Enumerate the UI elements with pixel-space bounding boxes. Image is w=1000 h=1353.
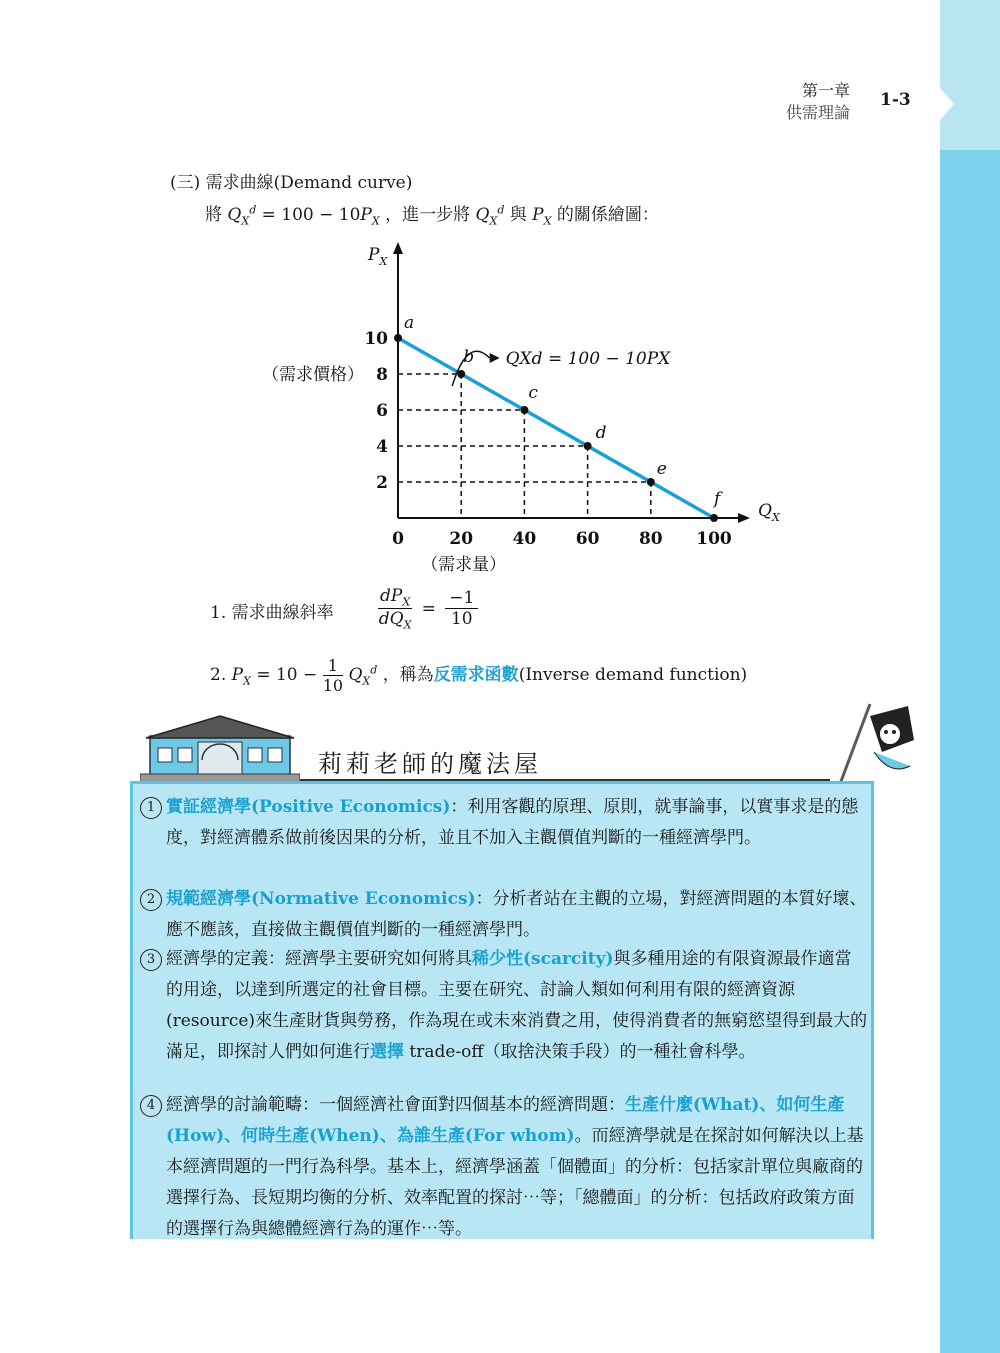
y-tick-label: 4 [376,437,388,457]
y-tick-label: 10 [364,329,388,349]
magic-paragraph-2: 2 規範經濟學(Normative Economics)：分析者站在主觀的立場，對經濟問題的本質好壞、應不應該，直接做主觀價值判斷的一種經濟學門。 [140,884,868,946]
x-axis-label: $Q_X$ [758,501,780,524]
x-axis-annotation: （需求量） [421,555,507,575]
point-d [584,442,592,450]
y-tick-label: 2 [376,473,388,493]
section-heading: (三) 需求曲線(Demand curve) [170,173,413,193]
magic-paragraph-1: 1 實証經濟學(Positive Economics)：利用客觀的原理、原則，就事論事，以實事求是的態度，對經濟體系做前後因果的分析，並且不加入主觀價值判斷的一種經濟學門。 [140,792,868,854]
y-axis-label: $P_X$ [368,245,388,268]
point-label-f: f [714,489,721,509]
point-a [394,334,402,342]
x-tick-label: 80 [638,529,663,549]
equation-arrowhead [490,353,500,363]
point-f [710,514,718,522]
witch-illustration [830,696,920,786]
y-axis-arrow [393,242,403,254]
slope-formula: $dP_X$ $dQ_X$ = $\frac{-1}{10}$ [378,586,478,632]
x-tick-label: 60 [575,529,600,549]
chapter-title: 供需理論 [785,103,850,122]
x-tick-label: 100 [696,529,732,549]
section-intro: 將 $Q_X^d = 100 - 10P_X$ ，進一步將 $Q_X^d$ 與 $P_X$ 的關係繪圖： [205,203,659,228]
equation-label: QXd = 100 − 10PX [505,349,671,369]
tab-arrow [940,88,954,120]
inverse-demand-line: 2. $P_X = 10$ − $\frac{1}{10}$ $Q_X^d$ ，稱為反需求函數(Inverse demand function) [210,656,748,695]
point-e [647,478,655,486]
side-tab-strip [940,0,1000,1353]
point-label-a: a [404,313,415,333]
point-label-d: d [595,423,607,443]
y-tick-label: 6 [376,401,388,421]
y-tick-label: 8 [376,365,388,385]
slope-label: 1. 需求曲線斜率 [210,603,334,623]
chapter-label: 第一章 [801,81,850,100]
x-tick-label: 0 [392,529,404,549]
magic-house-title: 莉莉老師的魔法屋 [318,750,542,778]
magic-paragraph-3: 3 經濟學的定義：經濟學主要研究如何將具稀少性(scarcity)與多種用途的有限資源最作適當的用途，以達到所選定的社會目標。主要在研究、討論人類如何利用有限的經濟資源(resource)來生產財貨與勞務，作為現在或未來消費之用，使得消費者的無窮慾望得到最大的滿足，即探討人們如何進行選擇 trade-off（取捨決策手段）的一種社會科學。 [140,944,868,1068]
x-tick-label: 20 [449,529,474,549]
point-c [520,406,528,414]
magic-paragraph-4: 4 經濟學的討論範疇：一個經濟社會面對四個基本的經濟問題：生產什麼(What)、如何生產(How)、何時生產(When)、為誰生產(For whom)。而經濟學就是在探討如何解決以上基本經濟問題的一門行為科學。基本上，經濟學涵蓋「個體面」的分析：包括家計單位與廠商的選擇行為、長短期均衡的分析、效率配置的探討⋯等；「總體面」的分析：包括政府政策方面的選擇行為與總體經濟行為的運作⋯等。 [140,1090,868,1245]
demand-curve-chart [260,238,800,578]
x-tick-label: 40 [512,529,537,549]
point-b [457,370,465,378]
house-illustration [140,712,300,782]
x-axis-arrow [738,513,750,523]
y-axis-annotation: （需求價格） [262,365,364,385]
point-label-b: b [463,347,475,367]
inverse-demand-term: 反需求函數 [433,665,519,685]
page-number: 1-3 [880,90,911,110]
point-label-e: e [656,459,667,479]
point-label-c: c [528,383,538,403]
